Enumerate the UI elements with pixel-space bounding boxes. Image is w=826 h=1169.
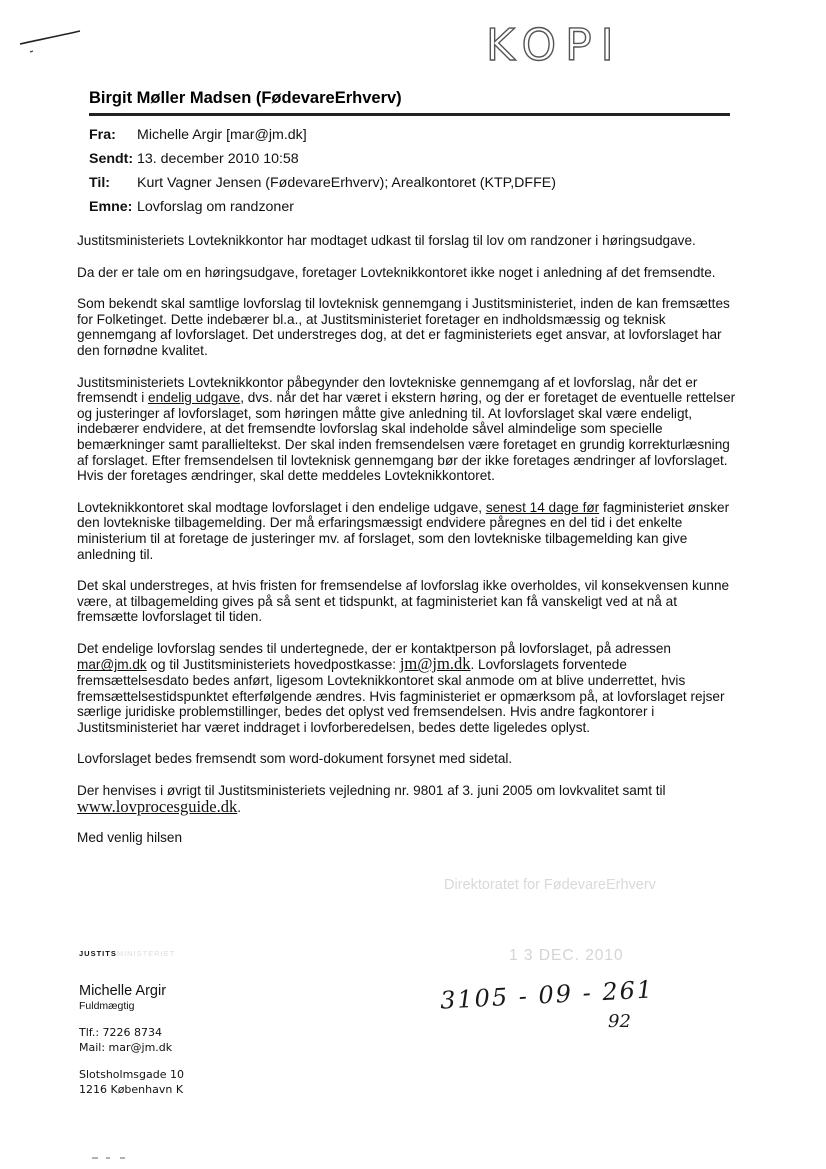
text-line: Hvis der foretages ændringer, skal dette meddeles Lovteknikkontoret. [77, 468, 495, 484]
paragraph: Da der er tale om en høringsudgave, foretager Lovteknikkontoret ikke noget i anledning af det fremsendte. [77, 264, 716, 280]
logo-faint-text: MINISTERIET [116, 949, 176, 958]
meta-value: Kurt Vagner Jensen (FødevareErhverv); Arealkontoret (KTP,DFFE) [137, 175, 556, 191]
logo-bold-text: JUSTITS [79, 949, 117, 958]
underlined-phrase: senest 14 dage før [485, 499, 600, 515]
text-line: fremsætte lovforslaget til tiden. [77, 609, 263, 625]
signature-phone: Tlf.: 7226 8734 [79, 1026, 163, 1039]
meta-value: Michelle Argir [mar@jm.dk] [137, 127, 307, 143]
text-line: Det skal understreges, at hvis fristen for fremsendelse af lovforslag ikke overholdes, vil konsekvensen kunne [77, 578, 730, 594]
meta-key: Emne: [89, 199, 133, 215]
meta-key: Fra: [89, 127, 116, 143]
text-line: den fornødne kvalitet. [77, 342, 208, 358]
paragraph [77, 783, 767, 815]
text-line: være, at tilbagemelding gives på så sent et tidspunkt, at fagministeriet kan få vanskeligt ved at nå at [77, 593, 677, 609]
email-body [77, 233, 767, 831]
meta-from [89, 125, 556, 149]
text-line: den lovtekniske tilbagemelding. Der må erfaringsmæssigt endvidere påregnes en del tid i det enkelte [77, 515, 683, 531]
paragraph [77, 578, 767, 625]
handwritten-sub-number: 92 [608, 1011, 631, 1032]
text-line: Som bekendt skal samtlige lovforslag til lovteknisk gennemgang i Justitsministeriet, inden de kan fremsættes [77, 296, 730, 312]
meta-to [89, 173, 556, 197]
signature-city: 1216 København K [79, 1083, 184, 1096]
meta-key: Sendt: [89, 151, 134, 167]
text-line: ministerium til at foretage de justeringer mv. af forslaget, som den lovtekniske tilbagemelding kan give [77, 530, 688, 546]
text-line: for Folketinget. Dette indebærer bl.a., at Justitsministeriet foretager en indholdsmæssig og teknisk [77, 311, 666, 327]
paragraph [77, 296, 767, 358]
paragraph: Lovforslaget bedes fremsendt som word-dokument forsynet med sidetal. [77, 751, 513, 767]
paragraph [77, 375, 767, 484]
text-fragment: fremsendt i [77, 390, 149, 406]
text-fragment: . Lovforslagets forventede [470, 657, 627, 673]
signature-street: Slotsholmsgade 10 [79, 1068, 184, 1081]
email-link-mar[interactable]: mar@jm.dk [77, 657, 147, 673]
handwritten-journal-number: 3105 - 09 - 261 [439, 975, 655, 1015]
signature-mail: Mail: mar@jm.dk [79, 1041, 173, 1054]
text-line: fremsættelsesdato bedes anført, ligesom Lovteknikkontoret skal anmode om at blive underrettet, hvis [77, 673, 686, 689]
signature-contact [79, 1025, 184, 1055]
text-fragment: . [237, 799, 242, 815]
text-fragment: fagministeriet ønsker [599, 499, 730, 515]
received-date-stamp: 1 3 DEC. 2010 [509, 947, 624, 964]
meta-sent [89, 149, 556, 173]
text-fragment: , dvs. når det har været i ekstern høring, og der er foretaget de eventuelle rettelser [240, 390, 736, 406]
text-line: gennemgang af lovforslaget. Det understreges dog, at det er fagministeriets eget ansvar, at lovforslaget har [77, 327, 722, 343]
paragraph [77, 500, 767, 562]
paragraph: Justitsministeriets Lovteknikkontor har modtaget udkast til forslag til lov om randzoner i høringsudgave. [77, 233, 696, 248]
text-line: Justitsministeriet har været inddraget i lovforberedelsen, bedes dette ligeledes oplyst. [77, 719, 591, 735]
signature-name: Michelle Argir [79, 983, 167, 999]
ministry-logo [79, 949, 175, 958]
email-meta [89, 125, 556, 221]
received-stamp: Direktoratet for FødevareErhverv [444, 877, 656, 893]
closing-greeting: Med venlig hilsen [77, 830, 183, 845]
text-line: bemærkninger samt parallieltekst. Der skal inden fremsendelsen være foretaget en grundig korrekturlæsning [77, 436, 730, 452]
signature-address [79, 1067, 184, 1097]
meta-value: 13. december 2010 10:58 [137, 151, 299, 167]
text-line: af forslaget. Efter fremsendelsen til lovteknisk gennemgang bør der ikke foretages ændringer af lovforslaget. [77, 452, 728, 468]
scan-artifact-mark [90, 1152, 150, 1162]
signature-title: Fuldmægtig [79, 1000, 135, 1012]
pen-scribble-mark [18, 28, 88, 58]
email-link-jm[interactable]: jm@jm.dk [399, 654, 471, 674]
meta-subject [89, 197, 556, 221]
signature-block [79, 983, 184, 1097]
text-fragment: Lovteknikkontoret skal modtage lovforslaget i den endelige udgave, [77, 499, 486, 515]
header-divider [89, 113, 730, 116]
mailbox-owner-name: Birgit Møller Madsen (FødevareErhverv) [89, 89, 402, 107]
text-line: anledning til. [77, 546, 154, 562]
text-line: indebærer endvidere, at det fremsendte lovforslag skal indeholde såvel almindelige som specielle [77, 421, 663, 437]
lovprocesguide-link[interactable]: www.lovprocesguide.dk [77, 796, 238, 816]
underlined-phrase: endelig udgave [148, 390, 241, 406]
text-line: fremsættelsestidspunktet efterfølgende ændres. Hvis fagministeriet er opmærksom på, at lovforslaget rejser [77, 688, 725, 704]
text-fragment: og til Justitsministeriets hovedpostkasse: [146, 657, 400, 673]
kopi-stamp: KOPI [486, 20, 623, 71]
text-line: særlige juridiske problemstillinger, bedes det oplyst ved fremsendelsen. Hvis andre fagkontorer i [77, 704, 655, 720]
text-line: Det endelige lovforslag sendes til undertegnede, der er kontaktperson på lovforslaget, på adressen [77, 640, 671, 656]
text-line: og justeringer af lovforslaget, som høringen måtte give anledning til. At lovforslaget skal være endeligt, [77, 405, 693, 421]
text-line: Justitsministeriets Lovteknikkontor påbegynder den lovtekniske gennemgang af et lovforslag, når det er [77, 374, 698, 390]
paragraph [77, 641, 767, 736]
meta-value: Lovforslag om randzoner [137, 199, 294, 215]
text-line: Der henvises i øvrigt til Justitsministeriets vejledning nr. 9801 af 3. juni 2005 om lovkvalitet samt til [77, 783, 666, 799]
meta-key: Til: [89, 175, 111, 191]
